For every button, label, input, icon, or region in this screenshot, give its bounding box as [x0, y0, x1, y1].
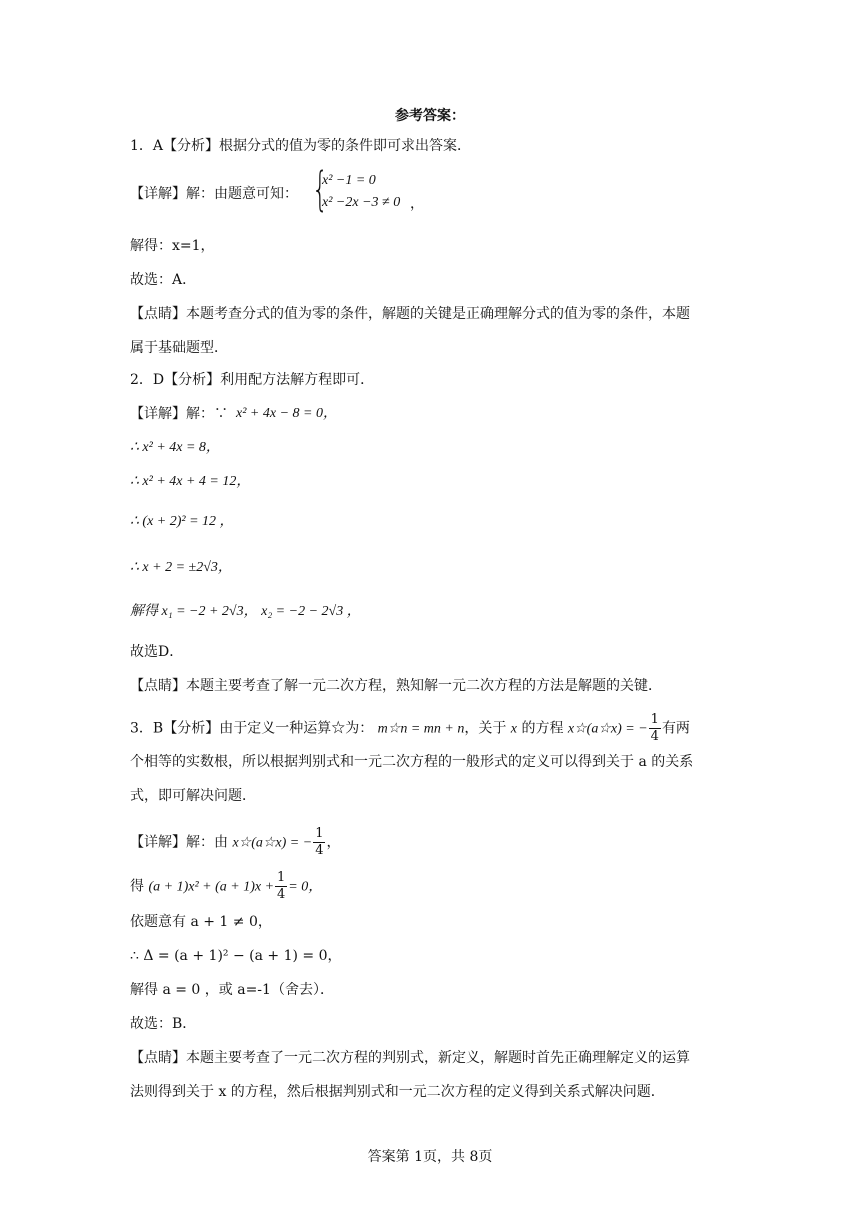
q3-analysis-prefix: 3．B【分析】由于定义一种运算☆为： — [130, 720, 374, 737]
q3-comment-line1: 【点睛】本题主要考查了一元二次方程的判别式，新定义，解题时首先正确理解定义的运算 — [130, 1050, 690, 1066]
q1-analysis: 1．A【分析】根据分式的值为零的条件即可求出答案． — [130, 138, 472, 154]
q3-about-label: ，关于 — [464, 720, 507, 737]
q1-comment-line1: 【点睛】本题考查分式的值为零的条件，解题的关键是正确理解分式的值为零的条件，本题 — [130, 306, 690, 322]
q3-analysis-line2: 个相等的实数根，所以根据判别式和一元二次方程的一般形式的定义可以得到关于 a 的关系 — [130, 754, 694, 770]
q3-analysis-line1 — [130, 712, 690, 745]
q3-expanded-equation: (a + 1)x² + (a + 1)x + — [148, 879, 275, 895]
page-footer: 答案第 1页，共 8页 — [367, 1149, 493, 1165]
fraction-numerator: 1 — [650, 712, 659, 727]
q3-analysis-line3: 式，即可解决问题． — [130, 788, 256, 804]
q1-equation-tail: ， — [410, 196, 424, 212]
brace-symbol: { — [312, 162, 329, 216]
q2-step-4: ∴ (x + 2)² = 12 ， — [130, 514, 234, 529]
q2-analysis: 2．D【分析】利用配方法解方程即可． — [130, 372, 375, 388]
q3-detail — [130, 826, 340, 859]
q3-expanded — [130, 870, 322, 903]
q1-equation-2: x² −2x −3 ≠ 0 — [322, 195, 401, 210]
q3-fraction — [649, 712, 661, 745]
q3-solution: 解得 a = 0 ，或 a=-1（舍去）． — [130, 982, 334, 998]
q3-detail-label: 【详解】解：由 — [130, 834, 228, 851]
q2-step-3: ∴ x² + 4x + 4 = 12， — [130, 474, 251, 489]
q1-solution: 解得：x=1， — [130, 238, 215, 254]
fraction-numerator: 1 — [277, 870, 286, 885]
q3-condition: 依题意有 a + 1 ≠ 0， — [130, 914, 272, 930]
q3-comment-line2: 法则得到关于 x 的方程，然后根据判别式和一元二次方程的定义得到关系式解决问题． — [130, 1084, 665, 1100]
q1-choice: 故选：A． — [130, 272, 197, 288]
q1-equation-system — [312, 162, 422, 218]
q3-detail-equation: x☆(a☆x) = − — [232, 835, 313, 851]
page-title: 参考答案： — [395, 108, 465, 124]
q3-expanded-fraction — [275, 870, 287, 903]
q3-operation-definition: m☆n = mn + n — [377, 721, 465, 737]
q3-expanded-tail: = 0， — [288, 879, 323, 895]
fraction-denominator: 4 — [650, 729, 659, 744]
q2-step-2: ∴ x² + 4x = 8， — [130, 440, 220, 455]
fraction-denominator: 4 — [277, 887, 286, 902]
q3-equation: x☆(a☆x) = − — [567, 721, 648, 737]
q3-detail-fraction — [313, 826, 325, 859]
q1-detail-label: 【详解】解：由题意可知： — [130, 186, 298, 202]
q1-equation-1: x² −1 = 0 — [322, 173, 376, 188]
q2-step-1: x² + 4x − 8 = 0， — [236, 406, 337, 421]
q1-comment-line2: 属于基础题型． — [130, 340, 228, 356]
q3-equation-label: 的方程 — [521, 720, 564, 737]
q2-comment: 【点睛】本题主要考查了解一元二次方程，熟知解一元二次方程的方法是解题的关键． — [130, 678, 662, 694]
q2-step-6: 解得 x₁ = −2 + 2√3， x₂ = −2 − 2√3 ， — [130, 604, 361, 619]
fraction-denominator: 4 — [315, 843, 324, 858]
q3-choice: 故选：B． — [130, 1016, 197, 1032]
fraction-numerator: 1 — [315, 826, 324, 841]
q2-detail-label: 【详解】解：∵ — [130, 406, 228, 422]
q3-variable-x: x — [510, 721, 517, 737]
q3-analysis-suffix: 有两 — [661, 720, 690, 737]
q2-step-5: ∴ x + 2 = ±2√3， — [130, 560, 232, 575]
q2-choice: 故选D． — [130, 644, 184, 660]
q3-detail-tail: ， — [326, 834, 341, 851]
q3-get-label: 得 — [130, 878, 144, 895]
q3-discriminant: ∴ Δ = (a + 1)² − (a + 1) = 0， — [130, 948, 342, 964]
